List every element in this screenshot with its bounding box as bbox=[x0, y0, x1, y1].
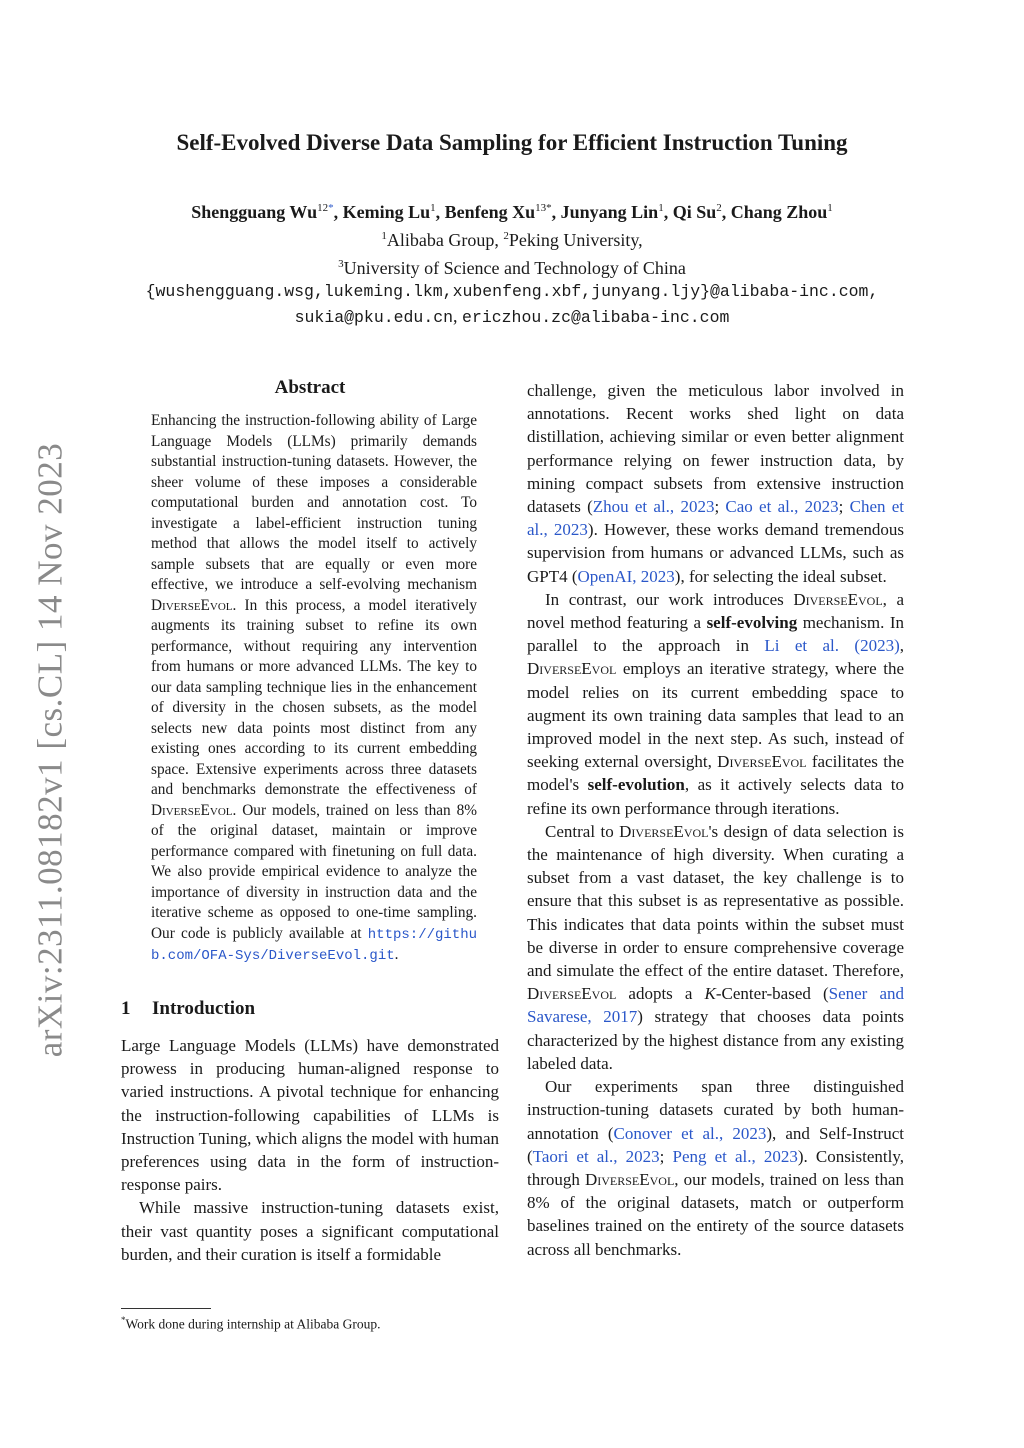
arxiv-id-text: arXiv:2311.08182v1 [cs.CL] 14 Nov 2023 bbox=[30, 442, 69, 1058]
email-line-2: sukia@pku.edu.cn, ericzhou.zc@alibaba-inc.com bbox=[294, 306, 730, 327]
left-column bbox=[121, 376, 499, 1266]
citation-link[interactable]: Zhou et al., 2023 bbox=[592, 497, 715, 517]
right-paragraph-2: In contrast, our work introduces DiverseEvol, a novel method featuring a self-evolving mechanism. In parallel to the approach in Li et al. (2023), DiverseEvol employs an iterative strategy, where the model relies on its current embedding space to augment its own training data samples that lead to an improved model in the next step. As such, instead of seeking external oversight, DiverseEvol facilitates the model's self-evolution, as it actively selects data to refine its own performance through iterations. bbox=[527, 589, 905, 818]
intro-paragraph-1: Large Language Models (LLMs) have demonstrated prowess in producing human-aligned response to varied instructions. A pivotal technique for enhancing the instruction-following capabilities of LLMs is Instruction Tuning, which aligns the model with human preferences using data in the form of instruction-response pairs. bbox=[121, 1035, 499, 1195]
right-paragraph-4: Our experiments span three distinguished instruction-tuning datasets curated by both human-annotation (Conover et al., 2023), and Self-Instruct (Taori et al., 2023; Peng et al., 2023). Consistently, through DiverseEvol, our models, trained on less than 8% of the original datasets, match or outperform baselines trained on the entirety of the source datasets across all benchmarks. bbox=[527, 1077, 905, 1259]
citation-link[interactable]: Li et al. (2023) bbox=[764, 636, 900, 656]
email-line-1: {wushengguang.wsg,lukeming.lkm,xubenfeng.xbf,junyang.ljy}@alibaba-inc.com, bbox=[145, 282, 879, 301]
arxiv-identifier bbox=[20, 442, 80, 1058]
abstract-heading: Abstract bbox=[274, 377, 346, 398]
author-names: Shengguang $Wu^{12*}$, Keming Lu$^1$, Benfeng $Xu^{13*}$, Junyang Lin$^1$, Qi Su$^2$, Chang Zhou$^1$ bbox=[191, 202, 833, 222]
citation-link[interactable]: Sener and Savarese, 2017 bbox=[527, 984, 904, 1027]
right-paragraph-1: challenge, given the meticulous labor involved in annotations. Recent works shed light on data distillation, achieving similar or even better alignment performance relying on fewer instruction data, by mining compact subsets from extensive instruction datasets (Zhou et al., 2023; Cao et al., 2023; Chen et al., 2023). However, these works demand tremendous supervision from humans or advanced LLMs, such as GPT4 (OpenAI, 2023), for selecting the ideal subset. bbox=[527, 381, 905, 586]
citation-link[interactable]: Peng et al., 2023 bbox=[672, 1146, 798, 1166]
author-block bbox=[60, 196, 964, 330]
right-column bbox=[527, 379, 904, 1261]
footnote: *Work done during internship at Alibaba Group. bbox=[121, 1308, 499, 1333]
affiliation-line-2: $^3$University of Science and Technology of China bbox=[338, 258, 686, 278]
citation-link[interactable]: OpenAI, 2023 bbox=[577, 566, 675, 586]
code-url-link[interactable]: https://github.com/OFA-Sys/DiverseEvol.git bbox=[151, 926, 477, 965]
citation-link[interactable]: Taori et al., 2023 bbox=[532, 1146, 660, 1166]
paper-title: Self-Evolved Diverse Data Sampling for Efficient Instruction Tuning bbox=[176, 130, 848, 155]
citation-link[interactable]: Cao et al., 2023 bbox=[725, 497, 839, 517]
method-name: DiverseEvol bbox=[151, 596, 233, 614]
citation-link[interactable]: Conover et al., 2023 bbox=[613, 1123, 767, 1143]
section-heading-introduction: 1 Introduction bbox=[121, 997, 256, 1019]
intro-paragraph-2: While massive instruction-tuning datasets exist, their vast quantity poses a significant computational burden, and their curation is itself a formidable bbox=[121, 1198, 499, 1264]
footnote-rule bbox=[121, 1308, 211, 1309]
abstract-body: Enhancing the instruction-following ability of Large Language Models (LLMs) primarily demands substantial instruction-tuning datasets. However, the sheer volume of these imposes a considerable computational burden and annotation cost. To investigate a label-efficient instruction tuning method that allows the model itself to actively sample subsets that are equally or even more effective, we introduce a self-evolving mechanism DiverseEvol. In this process, a model iteratively augments its training subset to refine its own performance, without requiring any intervention from humans or more advanced LLMs. The key to our data sampling technique lies in the enhancement of diversity in the chosen subsets, as the model selects new data points most distinct from any existing ones according to its current embedding space. Extensive experiments across three datasets and benchmarks demonstrate the effectiveness of DiverseEvol. Our models, trained on less than 8% of the original dataset, maintain or improve performance compared with finetuning on full data. We also provide empirical evidence to analyze the importance of diversity in instruction data and the iterative scheme as opposed to one-time sampling. Our code is publicly available at https://github.com/OFA-Sys/DiverseEvol.git. bbox=[151, 412, 477, 965]
citation-link[interactable]: Chen et al., 2023 bbox=[527, 497, 905, 540]
right-paragraph-3: Central to DiverseEvol's design of data selection is the maintenance of high diversity. When curating a subset from a vast dataset, the key challenge is to ensure that this subset is as representative as possible. This indicates that data points within the subset must be diverse in order to ensure comprehensive coverage and simulate the effect of the entire dataset. Therefore, DiverseEvol adopts a K-Center-based (Sener and Savarese, 2017) strategy that chooses data points characterized by the highest distance from any existing labeled data. bbox=[527, 821, 904, 1073]
affiliation-line-1: $^1$Alibaba Group, $^2$Peking University, bbox=[381, 230, 643, 250]
